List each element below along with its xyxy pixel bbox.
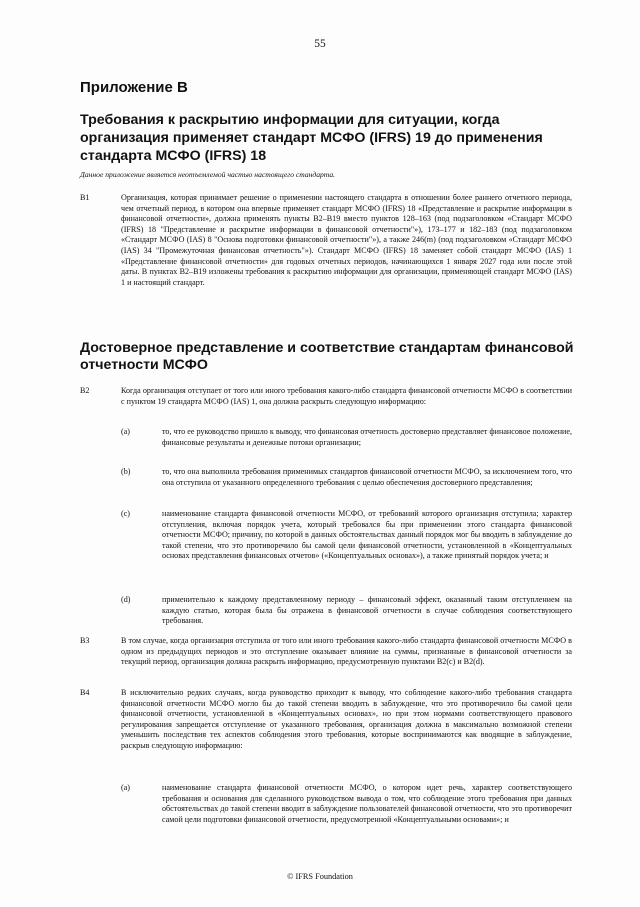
subsection-title: Достоверное представление и соответствие стандартам финансовой отчетности МСФО bbox=[80, 340, 574, 373]
paragraph-text: Организация, которая принимает решение о применении настоящего стандарта в отношении более раннего отчетного периода, чем отчетный период, в котором она впервые применяет стандарт МСФО (IFRS) 18 «Представление и раскрытие информации в финансовой отчетности», должна применять пункты B2–B19 вместо пунктов 128–163 (под подзаголовком «Стандарт МСФО (IFRS) 18 "Представление и раскрытие информации в финансовой отчетности"»), 173–177 и 182–183 (под подзаголовком «Стандарт МСФО (IAS) 8 "Основа подготовки финансовой отчетности"»), а также 246(m) (под подзаголовком «Стандарт МСФО (IAS) 34 "Промежуточная финансовая отчетность"»). Стандарт МСФО (IFRS) 18 заменяет собой стандарт МСФО (IAS) 1 «Представление финансовой отчетности» для годовых отчетных периодов, начинающихся 1 января 2027 года или после этой даты. В пунктах B2–B19 изложены требования к раскрытию информации для организации, применяющей стандарт МСФО (IAS) 1 и настоящий стандарт. bbox=[121, 193, 572, 287]
paragraph-text: Когда организация отступает от того или иного требования какого-либо стандарта финансовой отчетности МСФО в соответствии с пунктом 19 стандарта МСФО (IAS) 1, она должна раскрыть следующую информацию: bbox=[121, 386, 572, 406]
list-item-label: (b) bbox=[121, 467, 131, 476]
list-item-text: то, что она выполнила требования применимых стандартов финансовой отчетности МСФО, за исключением того, что она отступила от указанного определенного требования с целью обеспечения достоверного представления; bbox=[162, 467, 572, 487]
list-item-b2-a bbox=[121, 427, 572, 448]
paragraph-b3 bbox=[80, 636, 572, 668]
list-item-label: (a) bbox=[121, 427, 130, 436]
list-item-b2-b bbox=[121, 467, 572, 488]
appendix-title: Приложение B bbox=[80, 79, 188, 96]
list-item-text: наименование стандарта финансовой отчетности МСФО, о котором идет речь, характер соответствующего требования и основания для сделанного руководством вывода о том, что соблюдение этого требования при данных обстоятельствах до такой степени вводит в заблуждение пользователей финансовой отчетности, что это противоречит самой цели подготовки финансовой отчетности, предусмотренной «Концептуальными основами»; и bbox=[162, 783, 572, 824]
section-title: Требования к раскрытию информации для ситуации, когда организация применяет стандарт МСФО (IFRS) 19 до применения стандарта МСФО (IFRS) 18 bbox=[80, 112, 543, 164]
footer-copyright: © IFRS Foundation bbox=[287, 872, 353, 881]
list-item-b2-c bbox=[121, 509, 572, 562]
appendix-note: Данное приложение является неотъемлемой частью настоящего стандарта. bbox=[80, 170, 336, 179]
paragraph-label: B2 bbox=[80, 386, 90, 395]
list-item-b4-a bbox=[121, 783, 572, 825]
page-number: 55 bbox=[314, 38, 326, 50]
list-item-label: (c) bbox=[121, 509, 130, 518]
paragraph-text: В исключительно редких случаях, когда руководство приходит к выводу, что соблюдение какого-либо требования стандарта финансовой отчетности МСФО могло бы до такой степени вводить в заблуждение, что это противоречило бы самой цели финансовой отчетности, установленной в «Концептуальных основах», но при этом нормами соответствующего правового регулирования запрещается отступление от указанного требования, организация должна в максимально возможной степени уменьшить последствия тех аспектов соблюдения этого требования, которые воспринимаются как вводящие в заблуждение, раскрыв следующую информацию: bbox=[121, 688, 572, 750]
paragraph-label: B3 bbox=[80, 636, 90, 645]
list-item-text: применительно к каждому представленному периоду – финансовый эффект, оказанный таким отступлением на каждую статью, которая была бы отражена в финансовой отчетности в случае соблюдения соответствующего требования. bbox=[162, 595, 572, 626]
list-item-b2-d bbox=[121, 595, 572, 627]
paragraph-b1 bbox=[80, 193, 572, 288]
list-item-label: (a) bbox=[121, 783, 130, 792]
list-item-text: наименование стандарта финансовой отчетности МСФО, от требований которого организация отступила; характер отступления, включая порядок учета, который требовался бы при применении этого стандарта финансовой отчетности МСФО; причину, по которой в данных обстоятельствах данный порядок мог бы вводить в заблуждение до такой степени, что это противоречило бы самой цели финансовой отчетности, установленной в «Концептуальных основах представления финансовых отчетов» («Концептуальных основах»), а также принятый порядок учета; и bbox=[162, 509, 572, 561]
paragraph-text: В том случае, когда организация отступила от того или иного требования какого-либо стандарта финансовой отчетности МСФО в одном из предыдущих периодов и это отступление оказывает влияние на суммы, признанные в финансовой отчетности за текущий период, организация должна раскрыть информацию, предусмотренную пунктами B2(c) и B2(d). bbox=[121, 636, 572, 667]
paragraph-b2 bbox=[80, 386, 572, 407]
paragraph-label: B1 bbox=[80, 193, 90, 202]
list-item-text: то, что ее руководство пришло к выводу, что финансовая отчетность достоверно представляет финансовое положение, финансовые результаты и денежные потоки организации; bbox=[162, 427, 572, 447]
paragraph-label: B4 bbox=[80, 688, 90, 697]
paragraph-b4 bbox=[80, 688, 572, 752]
list-item-label: (d) bbox=[121, 595, 131, 604]
